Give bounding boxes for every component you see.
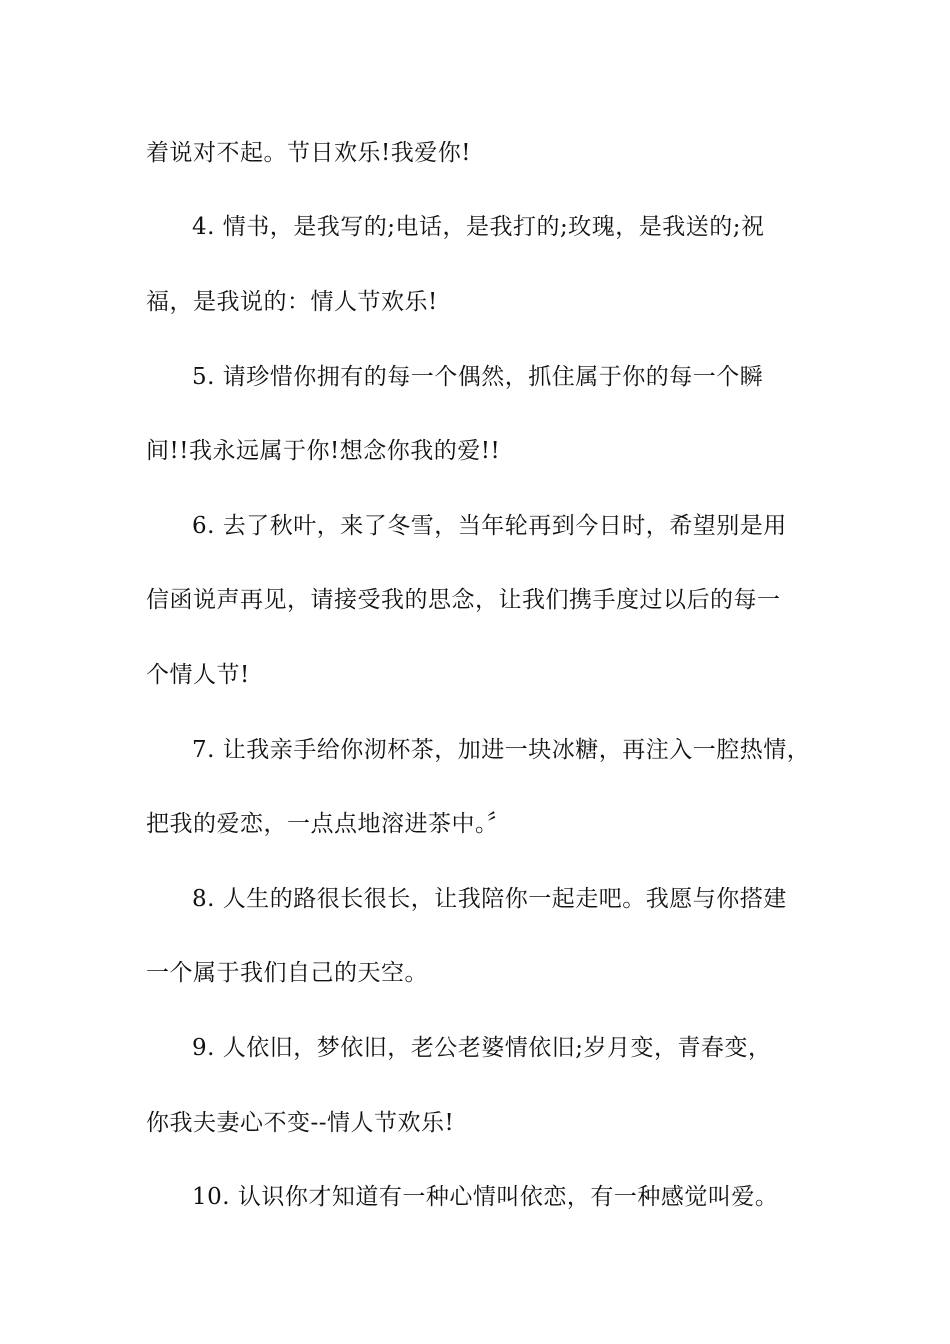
paragraph-line: 10. 认识你才知道有一种心情叫依恋，有一种感觉叫爱。 bbox=[192, 1184, 779, 1210]
paragraph-line: 信函说声再见，请接受我的思念，让我们携手度过以后的每一 bbox=[146, 587, 781, 613]
paragraph-line: 5. 请珍惜你拥有的每一个偶然，抓住属于你的每一个瞬 bbox=[192, 364, 764, 390]
paragraph-line: 你我夫妻心不变--情人节欢乐! bbox=[146, 1110, 455, 1136]
paragraph-line: 福，是我说的：情人节欢乐! bbox=[146, 289, 438, 315]
paragraph-line: 8. 人生的路很长很长，让我陪你一起走吧。我愿与你搭建 bbox=[192, 886, 787, 912]
paragraph-line: 一个属于我们自己的天空。 bbox=[146, 960, 428, 986]
paragraph-line: 个情人节! bbox=[146, 662, 250, 688]
paragraph-line: 把我的爱恋，一点点地溶进茶中。〞 bbox=[146, 811, 511, 837]
paragraph-line: 间!!我永远属于你!想念你我的爱!! bbox=[146, 438, 501, 464]
paragraph-line: 7. 让我亲手给你沏杯茶，加进一块冰糖，再注入一腔热情， bbox=[192, 737, 811, 763]
paragraph-line: 4. 情书，是我写的;电话，是我打的;玫瑰，是我送的;祝 bbox=[192, 214, 765, 240]
paragraph-line: 6. 去了秋叶，来了冬雪，当年轮再到今日时，希望别是用 bbox=[192, 513, 787, 539]
paragraph-line: 9. 人依旧，梦依旧，老公老婆情依旧;岁月变，青春变， bbox=[192, 1035, 772, 1061]
paragraph-line: 着说对不起。节日欢乐!我爱你! bbox=[146, 140, 471, 166]
